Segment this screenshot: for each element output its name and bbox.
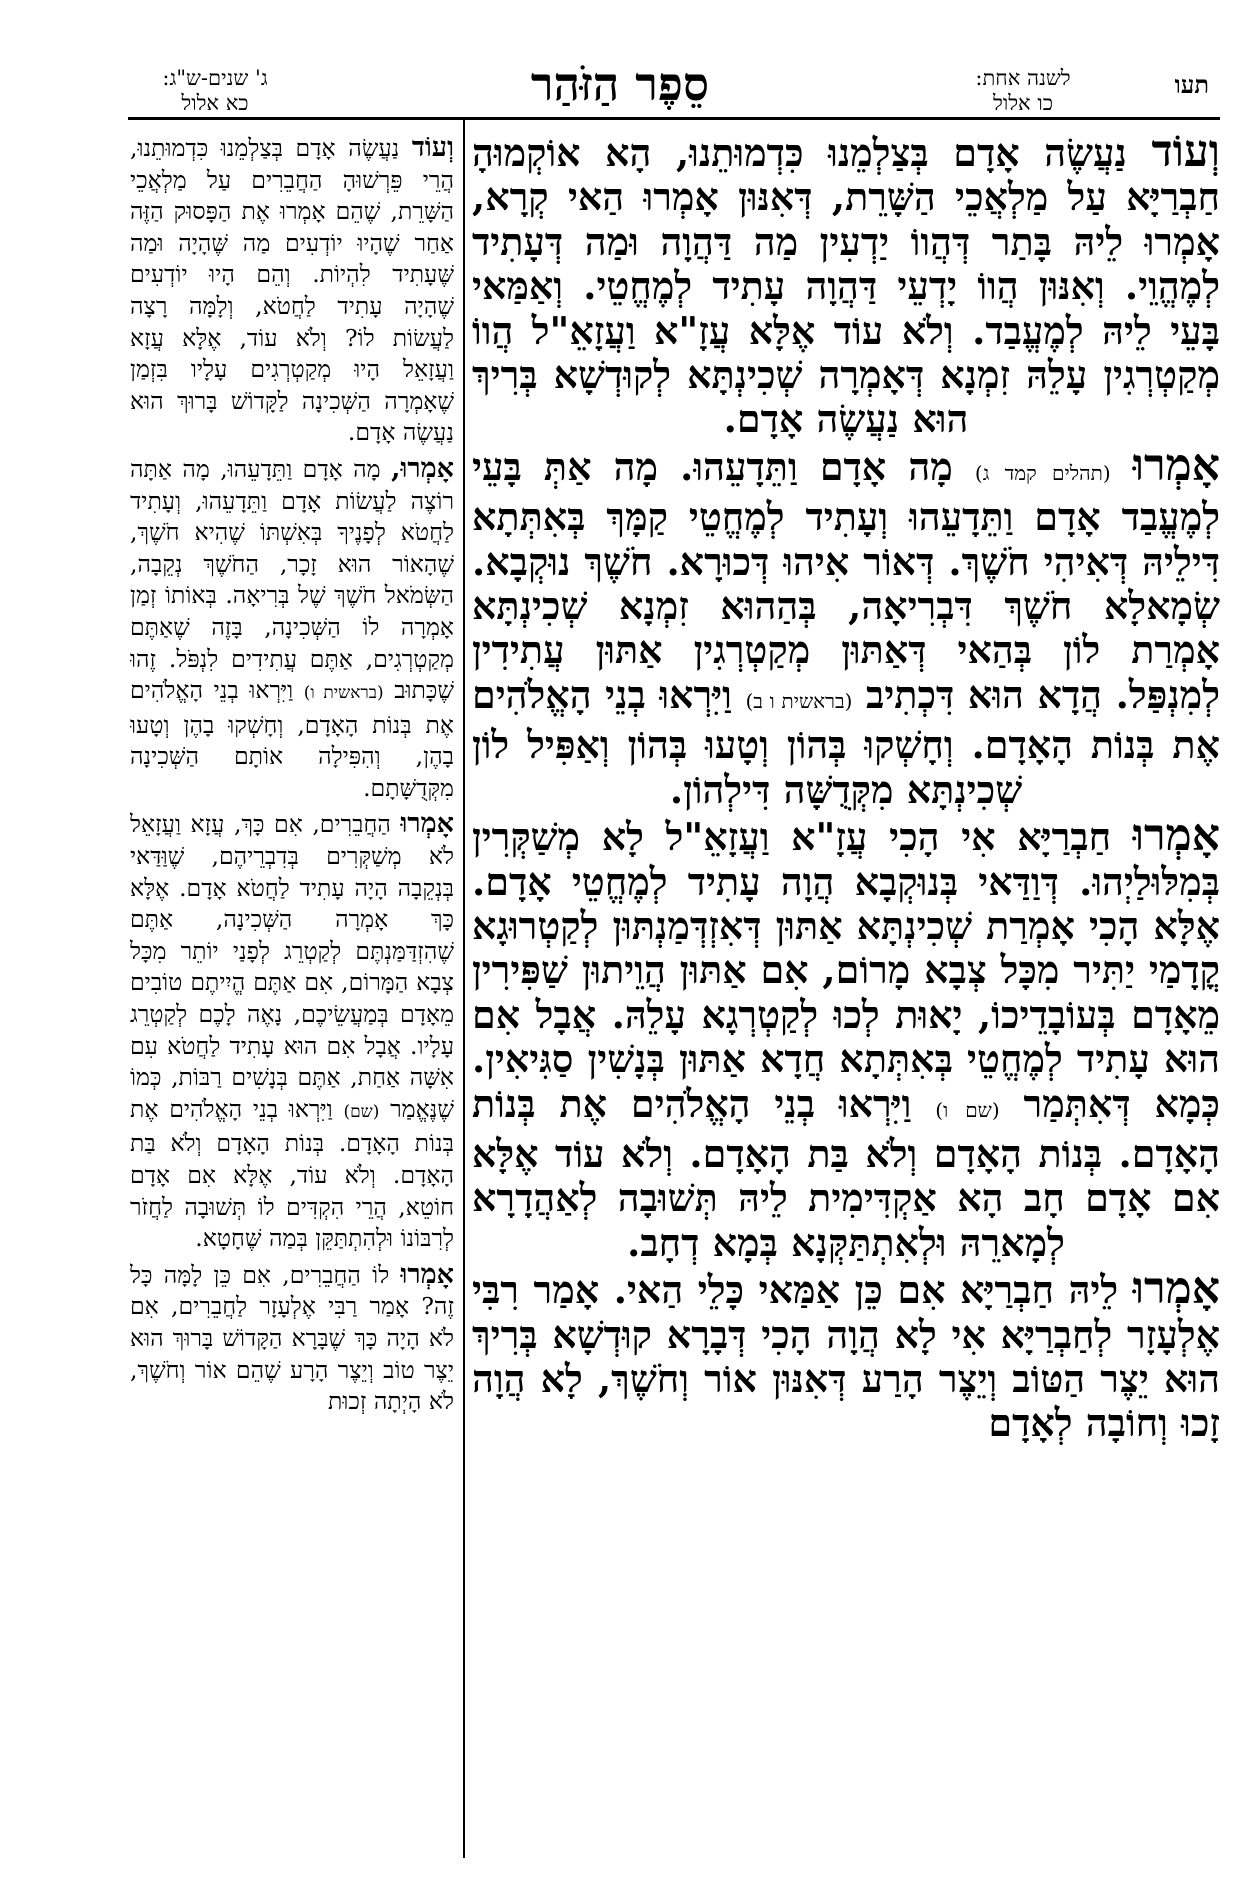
reading-schedule-three-years [130, 66, 300, 116]
main-paragraph [472, 439, 1220, 812]
translation-paragraph [130, 808, 454, 1254]
paragraph-text: וַיִּרְאוּ בְנֵי הָאֱלֹהִים אֶת בְּנוֹת הָאָדָם. בְּנוֹת הָאָדָם וְלֹא בַּת הָאָדָם. וְלֹא עוֹד אֶלָּא אִם אָדָם חָב הָא אַקְדִּימִית לֵיהּ תְּשׁוּבָה לְאַהֲדָרָא לְמָארֵהּ וּלְאִתְתַּקְּנָא בְּמָא דְחָב. [472, 1080, 1220, 1265]
main-text-column [472, 130, 1220, 1858]
paragraph-text: לֵיהּ חַבְרַיָּא אִם כֵּן אַמַּאי כָּלֵי הַאי. אָמַר רִבִּי אֶלְעָזָר לְחַבְרַיָּא אִי לָא הֲוָה הָכִי דְּבָרָא קוּדְשָׁא בְּרִיךְ הוּא יֵצֶר הַטּוֹב וְיֵצֶר הָרַע דְּאִנּוּן אוֹר וְחֹשֶׁךְ, לָא הֲוָה זָכוּ וְחוֹבָה לְאָדָם [472, 1267, 1220, 1446]
reading-schedule-one-year [943, 66, 1103, 116]
paragraph-lead-word: אָמְרוּ, [391, 452, 454, 484]
paragraph-text: חַבְרַיָּא אִי הָכִי עֲזָ"א וַעֲזָאֵ"ל לָא מְשַׁקְּרִין בְּמִלּוּלַיְהוּ. דְּוַדַּאי בְּנוּקְבָא הֲוָה עָתִיד לְמֶחֱטֵי אָדָם. אֶלָּא הָכִי אָמְרַת שְׁכִינְתָּא אַתּוּן דְּאִזְדְּמַנְתּוּן לְקַטְרוּגָא קֳדָמַי יַתִּיר מִכָּל צְבָא מָרוֹם, אִם אַתּוּן הֲוֵיתוּן שַׁפִּירִין מֵאָדָם בְּעוֹבָדֵיכוֹ, יָאוּת לְכוּ לְקַטְרְגָא עָלֵהּ. אֲבָל אִם הוּא עָתִיד לְמֶחֱטֵי בְּאִתְּתָא חֲדָא אַתּוּן בְּנָשִׁין סַגִּיאִין. כְּמָא דְּאִתְּמַר [472, 814, 1220, 1126]
paragraph-text: הַחֲבֵרִים, אִם כָּךְ, עֲזָא וַעֲזָאֵל לֹא מְשַׁקְּרִים בְּדִבְרֵיהֶם, שֶׁוַּדַּאי בְּנְקֵבָה הָיָה עָתִיד לַחֲטֹא אָדָם. אֶלָּא כָּךְ אָמְרָה הַשְּׁכִינָה, אַתֶּם שֶׁהִזְדַּמַּנְתֶּם לְקַטְרֵג לְפָנַי יוֹתֵר מִכָּל צְבָא הַמָּרוֹם, אִם אַתֶּם הֱיִיתֶם טוֹבִים מֵאָדָם בְּמַעֲשֵׂיכֶם, נָאֶה לָכֶם לְקַטְרֵג עָלָיו. אֲבָל אִם הוּא עָתִיד לַחֲטֹא עִם אִשָּׁה אַחַת, אַתֶּם בְּנָשִׁים רַבּוֹת, כְּמוֹ שֶׁנֶּאֱמַר [130, 810, 454, 1123]
book-title: סֵפֶר הַזֹּהַר [530, 57, 710, 111]
schedule-label: לשנה אחת: [975, 66, 1071, 90]
main-paragraph [472, 810, 1220, 1265]
paragraph-text: נַעֲשֶׂה אָדָם בְּצַלְמֵנוּ כִּדְמוּתֵנוּ, הֲרֵי פֵּרְשׁוּהָ הַחֲבֵרִים עַל מַלְאֲכֵי הַשָּׁרֵת, שֶׁהֵם אָמְרוּ אֶת הַפָּסוּק הַזֶּה אַחַר שֶׁהָיוּ יוֹדְעִים מַה שֶּׁהָיָה וּמַה שֶּׁעָתִיד לִהְיוֹת. וְהֵם הָיוּ יוֹדְעִים שֶׁהָיָה עָתִיד לַחֲטֹא, וְלָמָּה רָצָה לַעֲשׂוֹת לוֹ? וְלֹא עוֹד, אֶלָּא עֲזָא וַעֲזָאֵל הָיוּ מְקַטְרְגִים עָלָיו בִּזְמַן שֶׁאָמְרָה הַשְּׁכִינָה לַקָּדוֹשׁ בָּרוּךְ הוּא נַעֲשֶׂה אָדָם. [130, 134, 454, 447]
translation-paragraph [130, 132, 454, 449]
paragraph-text: וַיִּרְאוּ בְנֵי הָאֱלֹהִים אֶת בְּנוֹת הָאָדָם. בְּנוֹת הָאָדָם וְלֹא בַּת הָאָדָם. וְלֹא עוֹד, אֶלָּא אִם אָדָם חוֹטֵא, הֲרֵי הִקְדִּים לוֹ תְּשׁוּבָה לַחֲזֹר לְרִבּוֹנוֹ וּלְהִתְתַּקֵּן בְּמַה שֶּׁחָטָא. [130, 1094, 454, 1253]
scripture-citation: (בראשית ו ב) [745, 688, 853, 713]
paragraph-text: נַעֲשֶׂה אָדָם בְּצַלְמֵנוּ כִּדְמוּתֵנוּ, הָא אוֹקְמוּהָ חַבְרַיָּא עַל מַלְאֲכֵי הַשָּׁרֵת, דְּאִנּוּן אָמְרוּ הַאי קְרָא, אָמְרוּ לֵיהּ בָּתַר דְּהֲווֹ יַדְעִין מַה דַּהֲוָה וּמַה דְּעָתִיד לְמֶהֱוֵי. וְאִנּוּן הֲווֹ יָדְעֵי דַּהֲוָה עָתִיד לְמֶחֱטֵי. וְאַמַּאי בָּעֵי לֵיהּ לְמֶעֱבַד. וְלֹא עוֹד אֶלָּא עֲזָ"א וַעֲזָאֵ"ל הֲווֹ מְקַטְרְגִין עָלֵהּ זִמְנָא דְּאָמְרָה שְׁכִינְתָּא לְקוּדְשָׁא בְּרִיךְ הוּא נַעֲשֶׂה אָדָם. [472, 130, 1220, 442]
main-paragraph [472, 1263, 1220, 1446]
translation-paragraph [130, 1259, 454, 1418]
paragraph-lead-word: וְעוֹד [411, 132, 454, 163]
page-number: תעו [1174, 70, 1209, 99]
header-rule [128, 117, 1220, 120]
scripture-citation: (שם ו) [935, 1097, 1000, 1122]
paragraph-lead-word: אָמְרוּ [400, 808, 454, 840]
scripture-citation: (תהלים קמד ג) [974, 460, 1111, 485]
translation-column [130, 132, 454, 1858]
paragraph-lead-word: אָמְרוּ [1132, 439, 1220, 491]
main-paragraph [472, 130, 1220, 442]
scripture-citation: (בראשית ו) [303, 683, 384, 704]
paragraph-text: וַיִּרְאוּ בְנֵי הָאֱלֹהִים אֶת בְּנוֹת הָאָדָם, וְחָשְׁקוּ בָהֶן וְטָעוּ בָהֶן, וְהִפִּילָה אוֹתָם הַשְּׁכִינָה מִקְּדֻשָּׁתָם. [130, 676, 454, 802]
paragraph-text: לוֹ הַחֲבֵרִים, אִם כֵּן לָמָּה כָּל זֶה? אָמַר רַבִּי אֶלְעָזָר לַחֲבֵרִים, אִם לֹא הָיָה כָּךְ שֶׁבָּרָא הַקָּדוֹשׁ בָּרוּךְ הוּא יֵצֶר טוֹב וְיֵצֶר הָרָע שֶׁהֵם אוֹר וְחֹשֶׁךְ, לֹא הָיְתָה זְכוּת [130, 1260, 454, 1416]
paragraph-text: מָה אָדָם וַתֵּדָעֵהוּ, מָה אַתָּה רוֹצֶה לַעֲשׂוֹת אָדָם וַתֵּדָעֵהוּ, וְעָתִיד לַחֲטֹא לְפָנֶיךָ בְּאִשְׁתּוֹ שֶׁהִיא חֹשֶׁךְ, שֶׁהָאוֹר הוּא זָכָר, הַחֹשֶׁךְ נְקֵבָה, הַשְּׂמֹאל חֹשֶׁךְ שֶׁל בְּרִיאָה. בְּאוֹתוֹ זְמַן אָמְרָה לוֹ הַשְּׁכִינָה, בָּזֶה שֶׁאַתֶּם מְקַטְרְגִים, אַתֶּם עֲתִידִים לִנְפֹּל. זֶהוּ שֶׁכָּתוּב [130, 454, 454, 705]
translation-paragraph [130, 453, 454, 805]
paragraph-text: מָה אָדָם וַתֵּדָעֵהוּ. מָה אַתְּ בָּעֵי לְמֶעֱבַד אָדָם וַתֵּדָעֵהוּ וְעָתִיד לְמֶחֱטֵי קַמָּךְ בְּאִתְּתָא דִּילֵיהּ דְּאִיהִי חֹשֶׁךְ. דְּאוֹר אִיהוּ דְּכוּרָא. חֹשֶׁךְ נוּקְבָא. שְׂמָאלָא חֹשֶׁךְ דִּבְרִיאָה, בְּהַהוּא זִמְנָא שְׁכִינְתָּא אָמְרַת לוֹן בְּהַאי דְּאַתּוּן מְקַטְרְגִין אַתּוּן עֲתִידִין לְמִנְפַּל. הֲדָא הוּא דִּכְתִיב [472, 443, 1220, 717]
paragraph-text: וַיִּרְאוּ בְנֵי הָאֱלֹהִים אֶת בְּנוֹת הָאָדָם. וְחָשְׁקוּ בְּהוֹן וְטָעוּ בְּהוֹן וְאַפִּיל לוֹן שְׁכִינְתָּא מִקְּדֻשָּׁה דִּילְהוֹן. [472, 671, 1220, 812]
paragraph-lead-word: אָמְרוּ [1132, 1263, 1220, 1315]
paragraph-lead-word: וְעוֹד [1151, 130, 1220, 177]
paragraph-lead-word: אָמְרוּ [1132, 810, 1220, 862]
schedule-label: ג' שנים-ש"ג: [162, 66, 268, 90]
paragraph-lead-word: אָמְרוּ [400, 1258, 454, 1290]
schedule-date: כא אלול [181, 91, 249, 115]
scripture-citation: (שם) [343, 1101, 380, 1122]
schedule-date: כו אלול [993, 91, 1053, 115]
column-divider [463, 120, 465, 1858]
